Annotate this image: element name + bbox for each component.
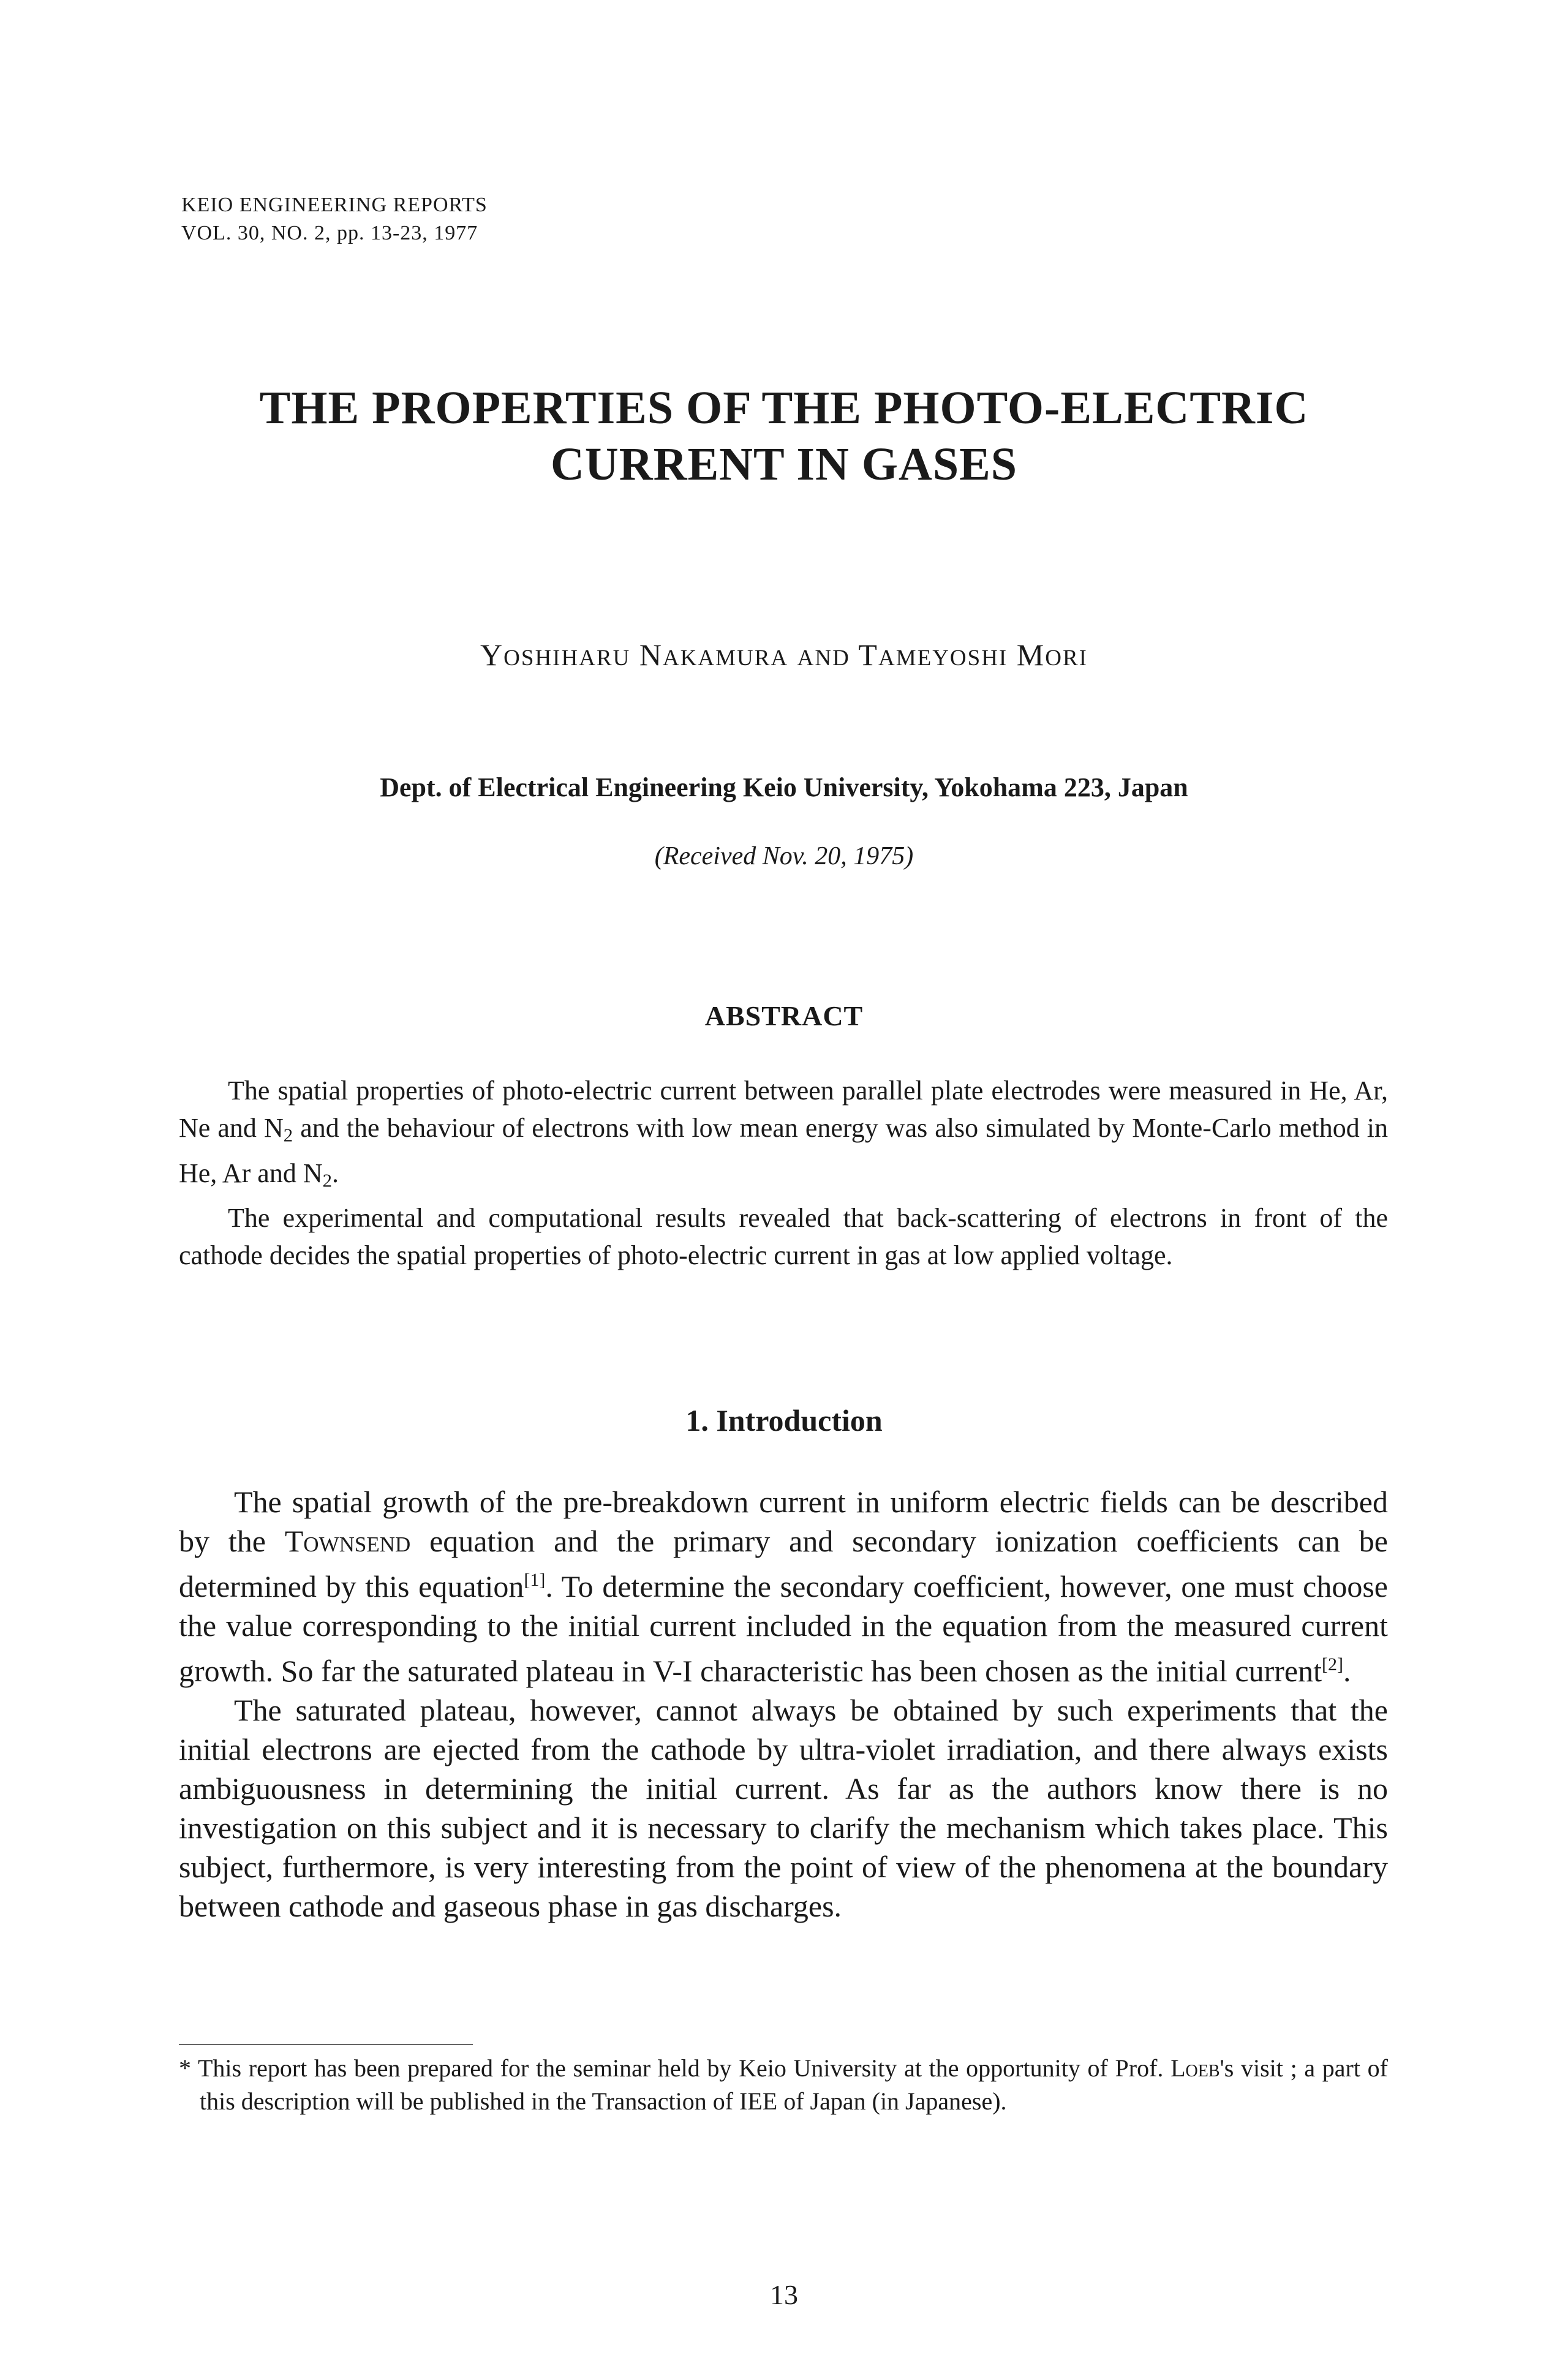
author-1: YOSHIHARU NAKAMURA [480, 638, 789, 672]
title-line-1: THE PROPERTIES OF THE PHOTO-ELECTRIC [259, 382, 1309, 434]
abstract-heading: ABSTRACT [704, 1000, 864, 1031]
introduction-body [179, 1482, 1388, 1926]
journal-name: KEIO ENGINEERING REPORTS [181, 194, 488, 216]
footnote-divider [179, 2044, 473, 2045]
citation-1: [1] [524, 1570, 546, 1590]
journal-header [181, 191, 488, 247]
paper-title [0, 380, 1568, 492]
page-number: 13 [770, 2279, 798, 2310]
author-2: TAMEYOSHI MORI [858, 638, 1088, 672]
abstract-body [179, 1072, 1388, 1274]
introduction-paragraph-2: The saturated plateau, however, cannot always be obtained by such experiments that the initial electrons are ejected from the cathode by ultra-violet irradiation, and there always exists ambiguousness in determining the initial current. As far as the authors know there is no investigation on this subject and it is necessary to clarify the mechanism which takes place. This subject, furthermore, is very interesting from the point of view of the phenomena at the boundary between cathode and gaseous phase in gas discharges. [179, 1693, 1388, 1923]
abstract-paragraph-2: The experimental and computational results revealed that back-scattering of electrons in front of the cathode decides the spatial properties of photo-electric current in gas at low applied voltage. [179, 1203, 1388, 1271]
author-connector: AND [797, 646, 850, 671]
affiliation: Dept. of Electrical Engineering Keio University, Yokohama 223, Japan [380, 772, 1188, 802]
footnote-text: * This report has been prepared for the seminar held by Keio University at the opportunity of Prof. Loeb's visit ; a part of this description will be published in the Transaction of IEE of Japan (in Japanese). [179, 2054, 1388, 2115]
abstract-paragraph-1: The spatial properties of photo-electric current between parallel plate electrodes were measured in He, Ar, Ne and $N_2$ and the behaviour of electrons with low mean energy was also simulated by Monte-Carlo method in He, Ar and $N_2$. [179, 1076, 1389, 1191]
section-heading-introduction: 1. Introduction [685, 1403, 883, 1438]
citation-2: [2] [1322, 1654, 1343, 1675]
journal-volume: VOL. 30, NO. 2, pp. 13-23, 1977 [181, 222, 478, 244]
author-list [0, 637, 1568, 673]
title-line-2: CURRENT IN GASES [550, 439, 1018, 490]
introduction-paragraph-1: The spatial growth of the pre-breakdown current in uniform electric fields can be described by the Townsend equation and the primary and secondary ionization coefficients can be determined by this equation[1]. To determine the secondary coefficient, however, one must choose the value corresponding to the initial current included in the equation from the measured current growth. So far the saturated plateau in V-I characteristic has been chosen as the initial current[2]. [179, 1485, 1388, 1688]
received-date: (Received Nov. 20, 1975) [654, 842, 914, 870]
footnote [179, 2052, 1388, 2118]
